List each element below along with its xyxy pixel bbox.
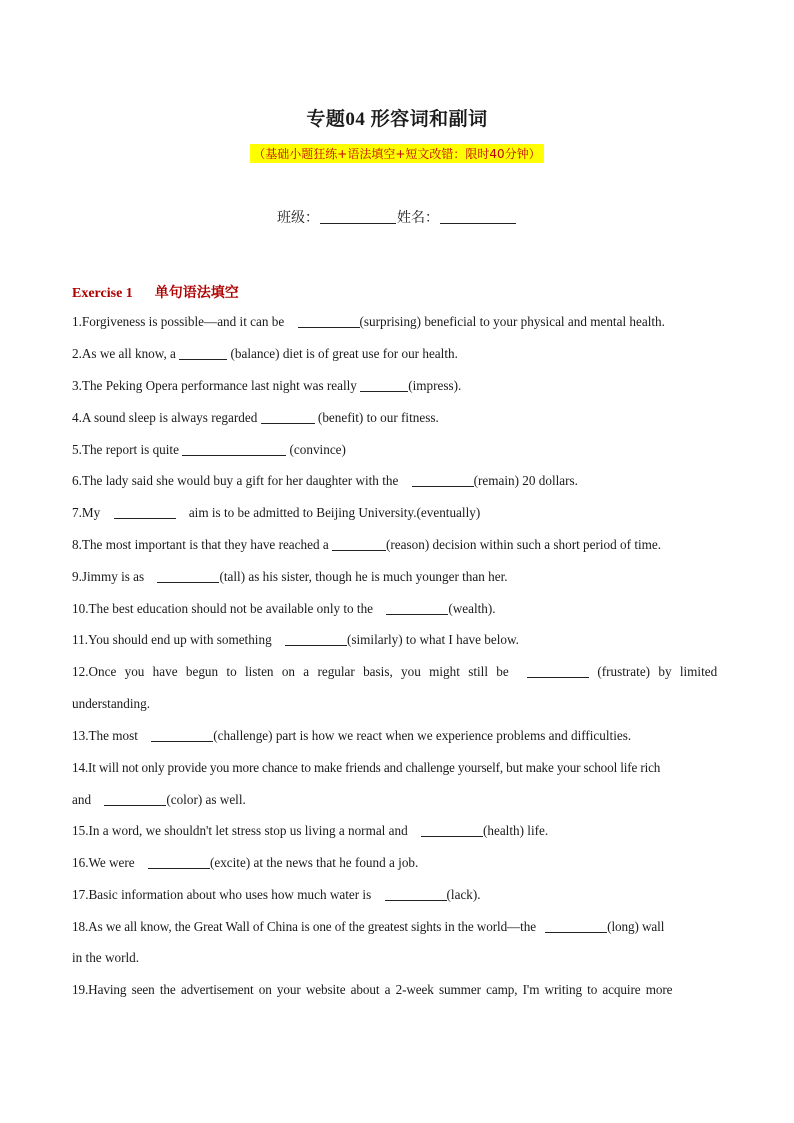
class-label: 班级： xyxy=(277,210,319,226)
question-1 xyxy=(72,306,722,338)
question-text-post: (excite) at the news that he found a job. xyxy=(209,855,419,870)
question-text-post: (health) life. xyxy=(482,823,549,838)
question-text-post: (challenge) part is how we react when we experience problems and difficulties. xyxy=(213,728,632,743)
answer-blank[interactable] xyxy=(360,378,408,392)
question-text-pre: 9.Jimmy is as xyxy=(72,569,148,584)
answer-blank[interactable] xyxy=(527,664,589,678)
question-14-continuation xyxy=(72,784,722,816)
question-text-pre: 8.The most important is that they have reached a xyxy=(72,537,333,552)
answer-blank[interactable] xyxy=(386,601,448,615)
answer-blank[interactable] xyxy=(157,569,219,583)
answer-blank[interactable] xyxy=(151,728,213,742)
question-text-post: (balance) diet is of great use for our health. xyxy=(227,346,458,361)
question-3 xyxy=(72,370,722,402)
exercise-number: Exercise 1 xyxy=(72,286,133,301)
question-text-pre: 12.Once you have begun to listen on a regular basis, you might still be xyxy=(72,664,518,679)
question-18 xyxy=(72,911,722,943)
question-16 xyxy=(72,847,722,879)
question-text-pre: 18.As we all know, the Great Wall of China is one of the greatest sights in the world—the xyxy=(72,919,540,934)
question-text-post: (tall) as his sister, though he is much younger than her. xyxy=(219,569,508,584)
question-text-pre: 10.The best education should not be available only to the xyxy=(72,601,377,616)
answer-blank[interactable] xyxy=(179,346,227,360)
question-text-pre: 3.The Peking Opera performance last night was really xyxy=(72,378,361,393)
answer-blank[interactable] xyxy=(182,442,286,456)
answer-blank[interactable] xyxy=(421,823,483,837)
question-12-continuation xyxy=(72,688,722,720)
question-text-post: aim is to be admitted to Beijing University.(eventually) xyxy=(185,505,481,520)
question-text-pre: 2.As we all know, a xyxy=(72,346,180,361)
question-text-post: (long) wall xyxy=(607,919,665,934)
name-blank[interactable] xyxy=(440,209,516,224)
question-text-cont: understanding. xyxy=(72,696,151,711)
question-4 xyxy=(72,402,722,434)
question-text-post: (frustrate) by limited xyxy=(589,664,718,679)
question-text-pre: 11.You should end up with something xyxy=(72,632,275,647)
question-text-post: (similarly) to what I have below. xyxy=(346,632,519,647)
question-2 xyxy=(72,338,722,370)
question-text-pre: 1.Forgiveness is possible—and it can be xyxy=(72,314,288,329)
question-8 xyxy=(72,529,722,561)
answer-blank[interactable] xyxy=(412,473,474,487)
question-10 xyxy=(72,593,722,625)
question-text-pre: 7.My xyxy=(72,505,104,520)
question-text-cont-post: (color) as well. xyxy=(166,792,246,807)
question-9 xyxy=(72,561,722,593)
exercise-heading xyxy=(72,282,239,302)
question-text-pre: 4.A sound sleep is always regarded xyxy=(72,410,261,425)
page-title: 专题04 形容词和副词 xyxy=(306,109,488,130)
question-text-cont: in the world. xyxy=(72,950,140,965)
question-12 xyxy=(72,656,722,688)
question-text-post: (benefit) to our fitness. xyxy=(314,410,439,425)
answer-blank[interactable] xyxy=(545,919,607,933)
question-text-post: (convince) xyxy=(286,442,346,457)
class-name-line xyxy=(0,207,794,227)
question-text-pre: 13.The most xyxy=(72,728,142,743)
question-text-post: (impress). xyxy=(408,378,462,393)
question-14 xyxy=(72,752,722,784)
question-text-pre: 14.It will not only provide you more chance to make friends and challenge yourself, but make your school life rich xyxy=(72,760,661,775)
class-blank[interactable] xyxy=(320,209,396,224)
answer-blank[interactable] xyxy=(285,632,347,646)
question-6 xyxy=(72,465,722,497)
name-label: 姓名： xyxy=(397,210,439,226)
answer-blank[interactable] xyxy=(298,314,360,328)
question-5 xyxy=(72,434,722,466)
question-text-pre: 19.Having seen the advertisement on your website about a 2-week summer camp, I'm writing to acquire more xyxy=(72,982,673,997)
answer-blank[interactable] xyxy=(104,792,166,806)
answer-blank[interactable] xyxy=(261,410,315,424)
question-text-pre: 17.Basic information about who uses how much water is xyxy=(72,887,375,902)
question-text-pre: 6.The lady said she would buy a gift for her daughter with the xyxy=(72,473,402,488)
question-13 xyxy=(72,720,722,752)
question-text-post: (reason) decision within such a short period of time. xyxy=(386,537,662,552)
question-7 xyxy=(72,497,722,529)
question-19 xyxy=(72,974,722,1006)
question-text-post: (lack). xyxy=(446,887,481,902)
exercise-name: 单句语法填空 xyxy=(154,286,239,301)
page-subtitle: （基础小题狂练+语法填空+短文改错：限时40分钟） xyxy=(250,144,543,163)
question-text-cont-pre: and xyxy=(72,792,95,807)
answer-blank[interactable] xyxy=(385,887,447,901)
question-text-pre: 16.We were xyxy=(72,855,138,870)
question-text-post: (wealth). xyxy=(448,601,496,616)
answer-blank[interactable] xyxy=(114,505,176,519)
question-11 xyxy=(72,624,722,656)
question-text-post: (remain) 20 dollars. xyxy=(473,473,578,488)
question-15 xyxy=(72,815,722,847)
question-17 xyxy=(72,879,722,911)
answer-blank[interactable] xyxy=(148,855,210,869)
subtitle-container xyxy=(0,144,794,163)
question-18-continuation xyxy=(72,942,722,974)
question-text-pre: 15.In a word, we shouldn't let stress stop us living a normal and xyxy=(72,823,411,838)
answer-blank[interactable] xyxy=(332,537,386,551)
question-text-post: (surprising) beneficial to your physical and mental health. xyxy=(359,314,665,329)
question-text-pre: 5.The report is quite xyxy=(72,442,183,457)
